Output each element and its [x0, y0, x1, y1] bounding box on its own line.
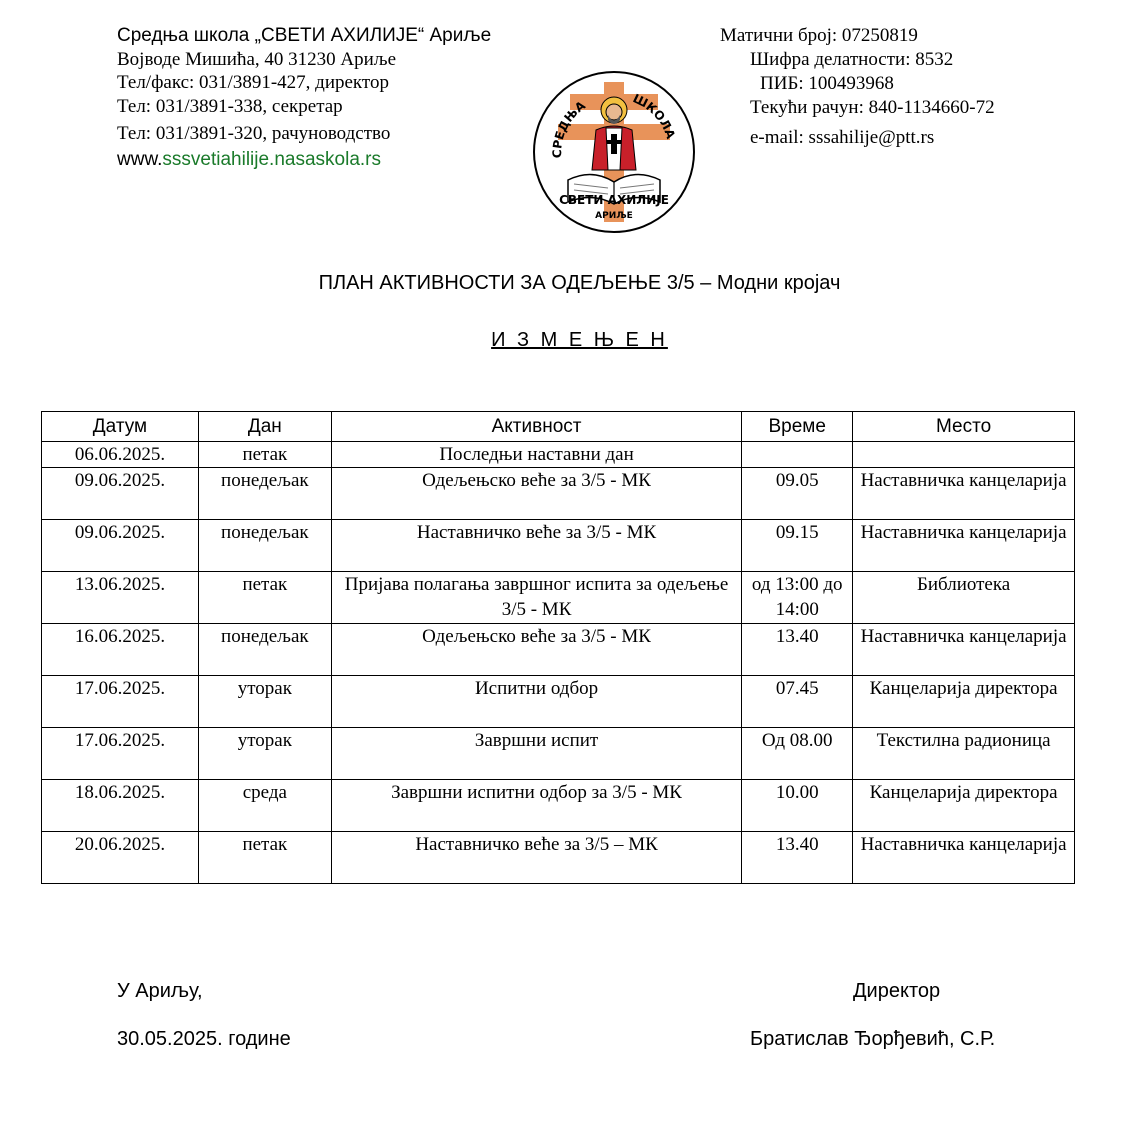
cell-place: [853, 442, 1075, 468]
activity-code: Шифра делатности: 8532: [750, 49, 954, 70]
cell-date: 17.06.2025.: [42, 728, 199, 780]
document-title: ПЛАН АКТИВНОСТИ ЗА ОДЕЉЕЊЕ 3/5 – Модни кројач: [318, 272, 841, 294]
header-day: Дан: [198, 412, 331, 442]
table-row: [42, 624, 1075, 676]
activity-plan-table: [41, 411, 1075, 884]
cell-date: 16.06.2025.: [42, 624, 199, 676]
cell-activity: Испитни одбор: [331, 676, 741, 728]
cell-activity: Одељењско веће за 3/5 - МК: [331, 624, 741, 676]
header-place: Место: [853, 412, 1075, 442]
table-row: [42, 728, 1075, 780]
website-link[interactable]: [117, 148, 491, 172]
table-header-row: [42, 412, 1075, 442]
cell-place: Текстилна радионица: [853, 728, 1075, 780]
cell-day: уторак: [198, 728, 331, 780]
cell-day: петак: [198, 832, 331, 884]
table-row: [42, 442, 1075, 468]
table-row: [42, 832, 1075, 884]
cell-time: Од 08.00: [742, 728, 853, 780]
cell-place: Наставничка канцеларија: [853, 468, 1075, 520]
cell-time: 13.40: [742, 832, 853, 884]
cell-time: 09.15: [742, 520, 853, 572]
website-domain: sssvetiahilije.nasaskola.rs: [162, 148, 381, 170]
email-address: e-mail: sssahilije@ptt.rs: [750, 127, 935, 148]
cell-time: [742, 442, 853, 468]
bank-account: Текући рачун: 840-1134660-72: [750, 97, 995, 118]
table-row: [42, 676, 1075, 728]
cell-date: 09.06.2025.: [42, 468, 199, 520]
cell-time: 10.00: [742, 780, 853, 832]
cell-time: од 13:00 до 14:00: [742, 572, 853, 624]
website-prefix: www.: [117, 148, 163, 170]
cell-activity: Пријава полагања завршног испита за одељење 3/5 - МК: [331, 572, 741, 624]
cell-time: 07.45: [742, 676, 853, 728]
cell-day: понедељак: [198, 624, 331, 676]
logo-bottom-text: СВЕТИ АХИЛИЈЕ: [559, 193, 669, 207]
logo-arc-left-text: СРЕДЊА: [550, 98, 588, 159]
phone-accounting: Тел: 031/3891-320, рачуноводство: [117, 123, 391, 144]
cell-time: 13.40: [742, 624, 853, 676]
cell-date: 20.06.2025.: [42, 832, 199, 884]
cell-place: Библиотека: [853, 572, 1075, 624]
tax-id: ПИБ: 100493968: [760, 73, 894, 94]
school-name: Средња школа „СВЕТИ АХИЛИЈЕ“ Ариље: [117, 25, 492, 46]
phone-secretary: Тел: 031/3891-338, секретар: [117, 95, 343, 117]
cell-date: 17.06.2025.: [42, 676, 199, 728]
cell-day: понедељак: [198, 468, 331, 520]
cell-place: Наставничка канцеларија: [853, 832, 1075, 884]
logo-bottom-subtext: АРИЉЕ: [595, 211, 633, 221]
cell-day: понедељак: [198, 520, 331, 572]
cell-activity: Завршни испитни одбор за 3/5 - МК: [331, 780, 741, 832]
cell-day: петак: [198, 572, 331, 624]
table-row: [42, 780, 1075, 832]
cell-place: Канцеларија директора: [853, 676, 1075, 728]
header-date: Датум: [42, 412, 199, 442]
cell-place: Наставничка канцеларија: [853, 624, 1075, 676]
cell-activity: Завршни испит: [331, 728, 741, 780]
logo-arc-right-text: ШКОЛА: [630, 91, 678, 141]
cell-place: Канцеларија директора: [853, 780, 1075, 832]
signatory-role: Директор: [853, 980, 941, 1002]
table-row: [42, 468, 1075, 520]
document-subtitle: И З М Е Њ Е Н: [491, 329, 668, 351]
school-address: Војводе Мишића, 40 31230 Ариље: [117, 48, 397, 70]
signatory-name: Братислав Ђорђевић, С.Р.: [750, 1028, 996, 1050]
signing-date: 30.05.2025. године: [117, 1028, 291, 1050]
cell-activity: Наставничко веће за 3/5 – МК: [331, 832, 741, 884]
table-row: [42, 520, 1075, 572]
school-info: [117, 24, 491, 171]
table-row: [42, 572, 1075, 624]
signing-place: У Ариљу,: [117, 980, 203, 1002]
cell-day: уторак: [198, 676, 331, 728]
cell-date: 13.06.2025.: [42, 572, 199, 624]
cell-date: 06.06.2025.: [42, 442, 199, 468]
cell-place: Наставничка канцеларија: [853, 520, 1075, 572]
header-time: Време: [742, 412, 853, 442]
cell-activity: Последњи наставни дан: [331, 442, 741, 468]
registration-number: Матични број: 07250819: [720, 25, 918, 46]
header-activity: Активност: [331, 412, 741, 442]
phone-fax-director: Тел/факс: 031/3891-427, директор: [117, 72, 389, 93]
school-logo: [532, 70, 696, 234]
cell-activity: Наставничко веће за 3/5 - МК: [331, 520, 741, 572]
cell-activity: Одељењско веће за 3/5 - МК: [331, 468, 741, 520]
cell-time: 09.05: [742, 468, 853, 520]
cell-day: среда: [198, 780, 331, 832]
cell-date: 09.06.2025.: [42, 520, 199, 572]
cell-day: петак: [198, 442, 331, 468]
cell-date: 18.06.2025.: [42, 780, 199, 832]
